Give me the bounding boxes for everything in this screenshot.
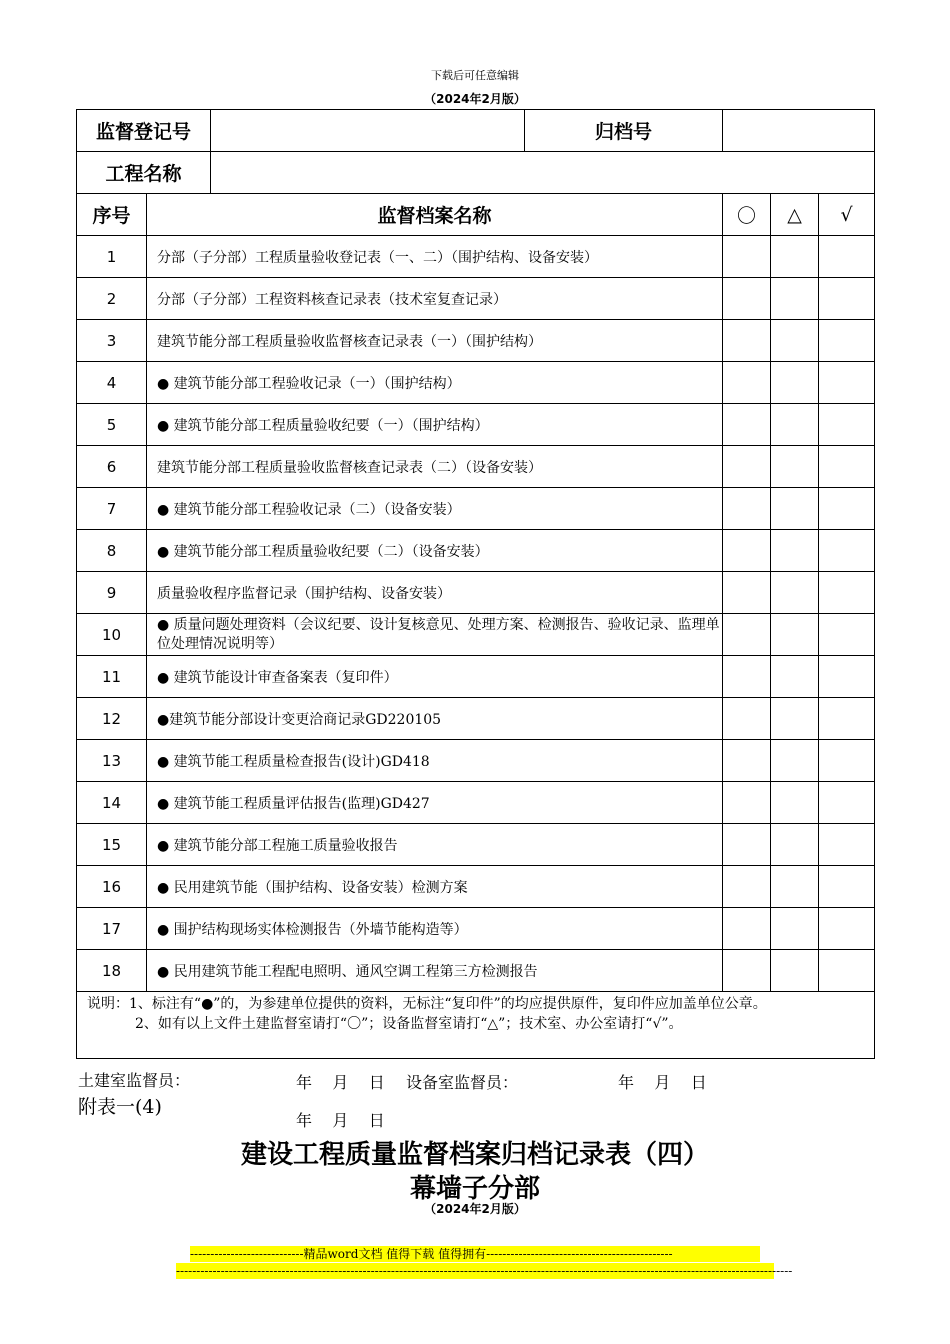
check-mark-cell[interactable]: [819, 908, 875, 950]
circle-mark-cell[interactable]: [723, 950, 771, 992]
row-archive-name: ● 建筑节能设计审查备案表（复印件）: [147, 656, 723, 698]
triangle-mark-cell[interactable]: [771, 320, 819, 362]
table-row: [77, 572, 875, 614]
triangle-mark-cell[interactable]: [771, 488, 819, 530]
table-row: [77, 782, 875, 824]
table-row: [77, 320, 875, 362]
row-archive-name: ● 质量问题处理资料（会议纪要、设计复核意见、处理方案、检测报告、验收记录、监理单位处理情况说明等）: [147, 614, 723, 656]
equipment-supervisor-label: 设备室监督员：: [406, 1073, 519, 1092]
row-number: 18: [77, 950, 147, 992]
table-row: [77, 362, 875, 404]
table-row: [77, 404, 875, 446]
check-mark-cell[interactable]: [819, 656, 875, 698]
triangle-mark-cell[interactable]: [771, 446, 819, 488]
register-no-value[interactable]: [211, 110, 525, 152]
check-mark-cell[interactable]: [819, 488, 875, 530]
archive-no-label: 归档号: [525, 110, 723, 152]
check-mark-cell[interactable]: [819, 698, 875, 740]
note-line-2: 2、如有以上文件土建监督室请打“〇”；设备监督室请打“△”；技术室、办公室请打“√”。: [135, 1016, 683, 1032]
triangle-mark-cell[interactable]: [771, 698, 819, 740]
row-archive-name: ●建筑节能分部设计变更洽商记录GD220105: [147, 698, 723, 740]
row-archive-name: 质量验收程序监督记录（围护结构、设备安装）: [147, 572, 723, 614]
check-mark-cell[interactable]: [819, 530, 875, 572]
check-mark-cell[interactable]: [819, 824, 875, 866]
table-row: [77, 698, 875, 740]
header-note: 下载后可任意编辑: [431, 69, 519, 82]
row-number: 8: [77, 530, 147, 572]
appendix-label: 附表一(4): [78, 1096, 162, 1118]
form-title: 建设工程质量监督档案归档记录表（四）: [240, 1140, 709, 1170]
form-subtitle: 幕墙子分部: [409, 1174, 540, 1204]
table-row: [77, 236, 875, 278]
triangle-mark-cell[interactable]: [771, 236, 819, 278]
row-archive-name: 分部（子分部）工程资料核查记录表（技术室复查记录）: [147, 278, 723, 320]
table-row: [77, 908, 875, 950]
table-row: [77, 950, 875, 992]
circle-mark-cell[interactable]: [723, 404, 771, 446]
table-row: [77, 446, 875, 488]
row-number: 14: [77, 782, 147, 824]
circle-mark-cell[interactable]: [723, 698, 771, 740]
triangle-mark-cell[interactable]: [771, 740, 819, 782]
note-row: [77, 992, 875, 1059]
row-archive-name: ● 建筑节能分部工程质量验收纪要（二）（设备安装）: [147, 530, 723, 572]
circle-mark-cell[interactable]: [723, 740, 771, 782]
check-mark-cell[interactable]: [819, 866, 875, 908]
watermark-banner-1: ----------------------------精品word文档 值得下载 值得拥有----------------------------------------------: [190, 1246, 760, 1262]
civil-date: 年 月 日: [296, 1073, 385, 1092]
check-mark-cell[interactable]: [819, 404, 875, 446]
table-row: [77, 614, 875, 656]
row-archive-name: 建筑节能分部工程质量验收监督核查记录表（二）（设备安装）: [147, 446, 723, 488]
triangle-mark-cell[interactable]: [771, 824, 819, 866]
archive-name-header: 监督档案名称: [147, 194, 723, 236]
circle-mark-cell[interactable]: [723, 782, 771, 824]
row-number: 5: [77, 404, 147, 446]
row-number: 1: [77, 236, 147, 278]
column-header-row: [77, 194, 875, 236]
check-mark-cell[interactable]: [819, 950, 875, 992]
circle-header: 〇: [723, 194, 771, 236]
row-archive-name: ● 建筑节能分部工程验收记录（二）（设备安装）: [147, 488, 723, 530]
circle-mark-cell[interactable]: [723, 362, 771, 404]
row-archive-name: ● 建筑节能分部工程施工质量验收报告: [147, 824, 723, 866]
row-number: 11: [77, 656, 147, 698]
row-archive-name: ● 围护结构现场实体检测报告（外墙节能构造等）: [147, 908, 723, 950]
project-row: [77, 152, 875, 194]
table-row: [77, 740, 875, 782]
check-mark-cell[interactable]: [819, 782, 875, 824]
check-mark-cell[interactable]: [819, 572, 875, 614]
row-number: 3: [77, 320, 147, 362]
seq-header: 序号: [77, 194, 147, 236]
check-mark-cell[interactable]: [819, 236, 875, 278]
triangle-mark-cell[interactable]: [771, 404, 819, 446]
row-number: 15: [77, 824, 147, 866]
triangle-mark-cell[interactable]: [771, 656, 819, 698]
check-mark-cell[interactable]: [819, 320, 875, 362]
circle-mark-cell[interactable]: [723, 866, 771, 908]
table-row: [77, 278, 875, 320]
triangle-mark-cell[interactable]: [771, 362, 819, 404]
civil-supervisor-label: 土建室监督员：: [78, 1071, 191, 1090]
row-number: 17: [77, 908, 147, 950]
row-number: 16: [77, 866, 147, 908]
circle-mark-cell[interactable]: [723, 278, 771, 320]
row-archive-name: ● 建筑节能工程质量评估报告(监理)GD427: [147, 782, 723, 824]
check-header: √: [819, 194, 875, 236]
circle-mark-cell[interactable]: [723, 488, 771, 530]
row-archive-name: 分部（子分部）工程质量验收登记表（一、二）（围护结构、设备安装）: [147, 236, 723, 278]
circle-mark-cell[interactable]: [723, 236, 771, 278]
row-number: 6: [77, 446, 147, 488]
triangle-mark-cell[interactable]: [771, 614, 819, 656]
circle-mark-cell[interactable]: [723, 908, 771, 950]
row-number: 10: [77, 614, 147, 656]
triangle-header: △: [771, 194, 819, 236]
row-number: 9: [77, 572, 147, 614]
note-line-1: 说明：1、标注有“●”的，为参建单位提供的资料，无标注“复印件”的均应提供原件，复印件应加盖单位公章。: [87, 996, 767, 1012]
triangle-mark-cell[interactable]: [771, 950, 819, 992]
circle-mark-cell[interactable]: [723, 656, 771, 698]
row-number: 7: [77, 488, 147, 530]
row-archive-name: ● 民用建筑节能（围护结构、设备安装）检测方案: [147, 866, 723, 908]
table-row: [77, 656, 875, 698]
row-number: 12: [77, 698, 147, 740]
table-row: [77, 824, 875, 866]
table-row: [77, 488, 875, 530]
row-number: 13: [77, 740, 147, 782]
note-cell: [77, 992, 875, 1059]
row-archive-name: ● 建筑节能工程质量检查报告(设计)GD418: [147, 740, 723, 782]
watermark-banner-2: --------------------------------------------------------------------------------------------------------------------------------------------------------: [176, 1264, 793, 1278]
project-name-value[interactable]: [211, 152, 875, 194]
triangle-mark-cell[interactable]: [771, 530, 819, 572]
extra-date: 年 月 日: [296, 1111, 385, 1130]
circle-mark-cell[interactable]: [723, 824, 771, 866]
check-mark-cell[interactable]: [819, 614, 875, 656]
check-mark-cell[interactable]: [819, 446, 875, 488]
register-no-label: 监督登记号: [77, 110, 211, 152]
project-name-label: 工程名称: [77, 152, 211, 194]
edition-bottom: （2024年2月版）: [424, 1202, 526, 1216]
triangle-mark-cell[interactable]: [771, 782, 819, 824]
table-row: [77, 866, 875, 908]
archive-table: [76, 109, 875, 1059]
row-archive-name: 建筑节能分部工程质量验收监督核查记录表（一）（围护结构）: [147, 320, 723, 362]
circle-mark-cell[interactable]: [723, 530, 771, 572]
row-archive-name: ● 建筑节能分部工程质量验收纪要（一）（围护结构）: [147, 404, 723, 446]
row-number: 4: [77, 362, 147, 404]
equipment-date: 年 月 日: [618, 1073, 707, 1092]
circle-mark-cell[interactable]: [723, 572, 771, 614]
row-number: 2: [77, 278, 147, 320]
triangle-mark-cell[interactable]: [771, 866, 819, 908]
circle-mark-cell[interactable]: [723, 614, 771, 656]
row-archive-name: ● 民用建筑节能工程配电照明、通风空调工程第三方检测报告: [147, 950, 723, 992]
table-row: [77, 530, 875, 572]
triangle-mark-cell[interactable]: [771, 572, 819, 614]
edition-top: （2024年2月版）: [424, 92, 526, 106]
triangle-mark-cell[interactable]: [771, 908, 819, 950]
circle-mark-cell[interactable]: [723, 446, 771, 488]
check-mark-cell[interactable]: [819, 278, 875, 320]
triangle-mark-cell[interactable]: [771, 278, 819, 320]
register-row: [77, 110, 875, 152]
circle-mark-cell[interactable]: [723, 320, 771, 362]
archive-no-value[interactable]: [723, 110, 875, 152]
check-mark-cell[interactable]: [819, 362, 875, 404]
row-archive-name: ● 建筑节能分部工程验收记录（一）（围护结构）: [147, 362, 723, 404]
check-mark-cell[interactable]: [819, 740, 875, 782]
